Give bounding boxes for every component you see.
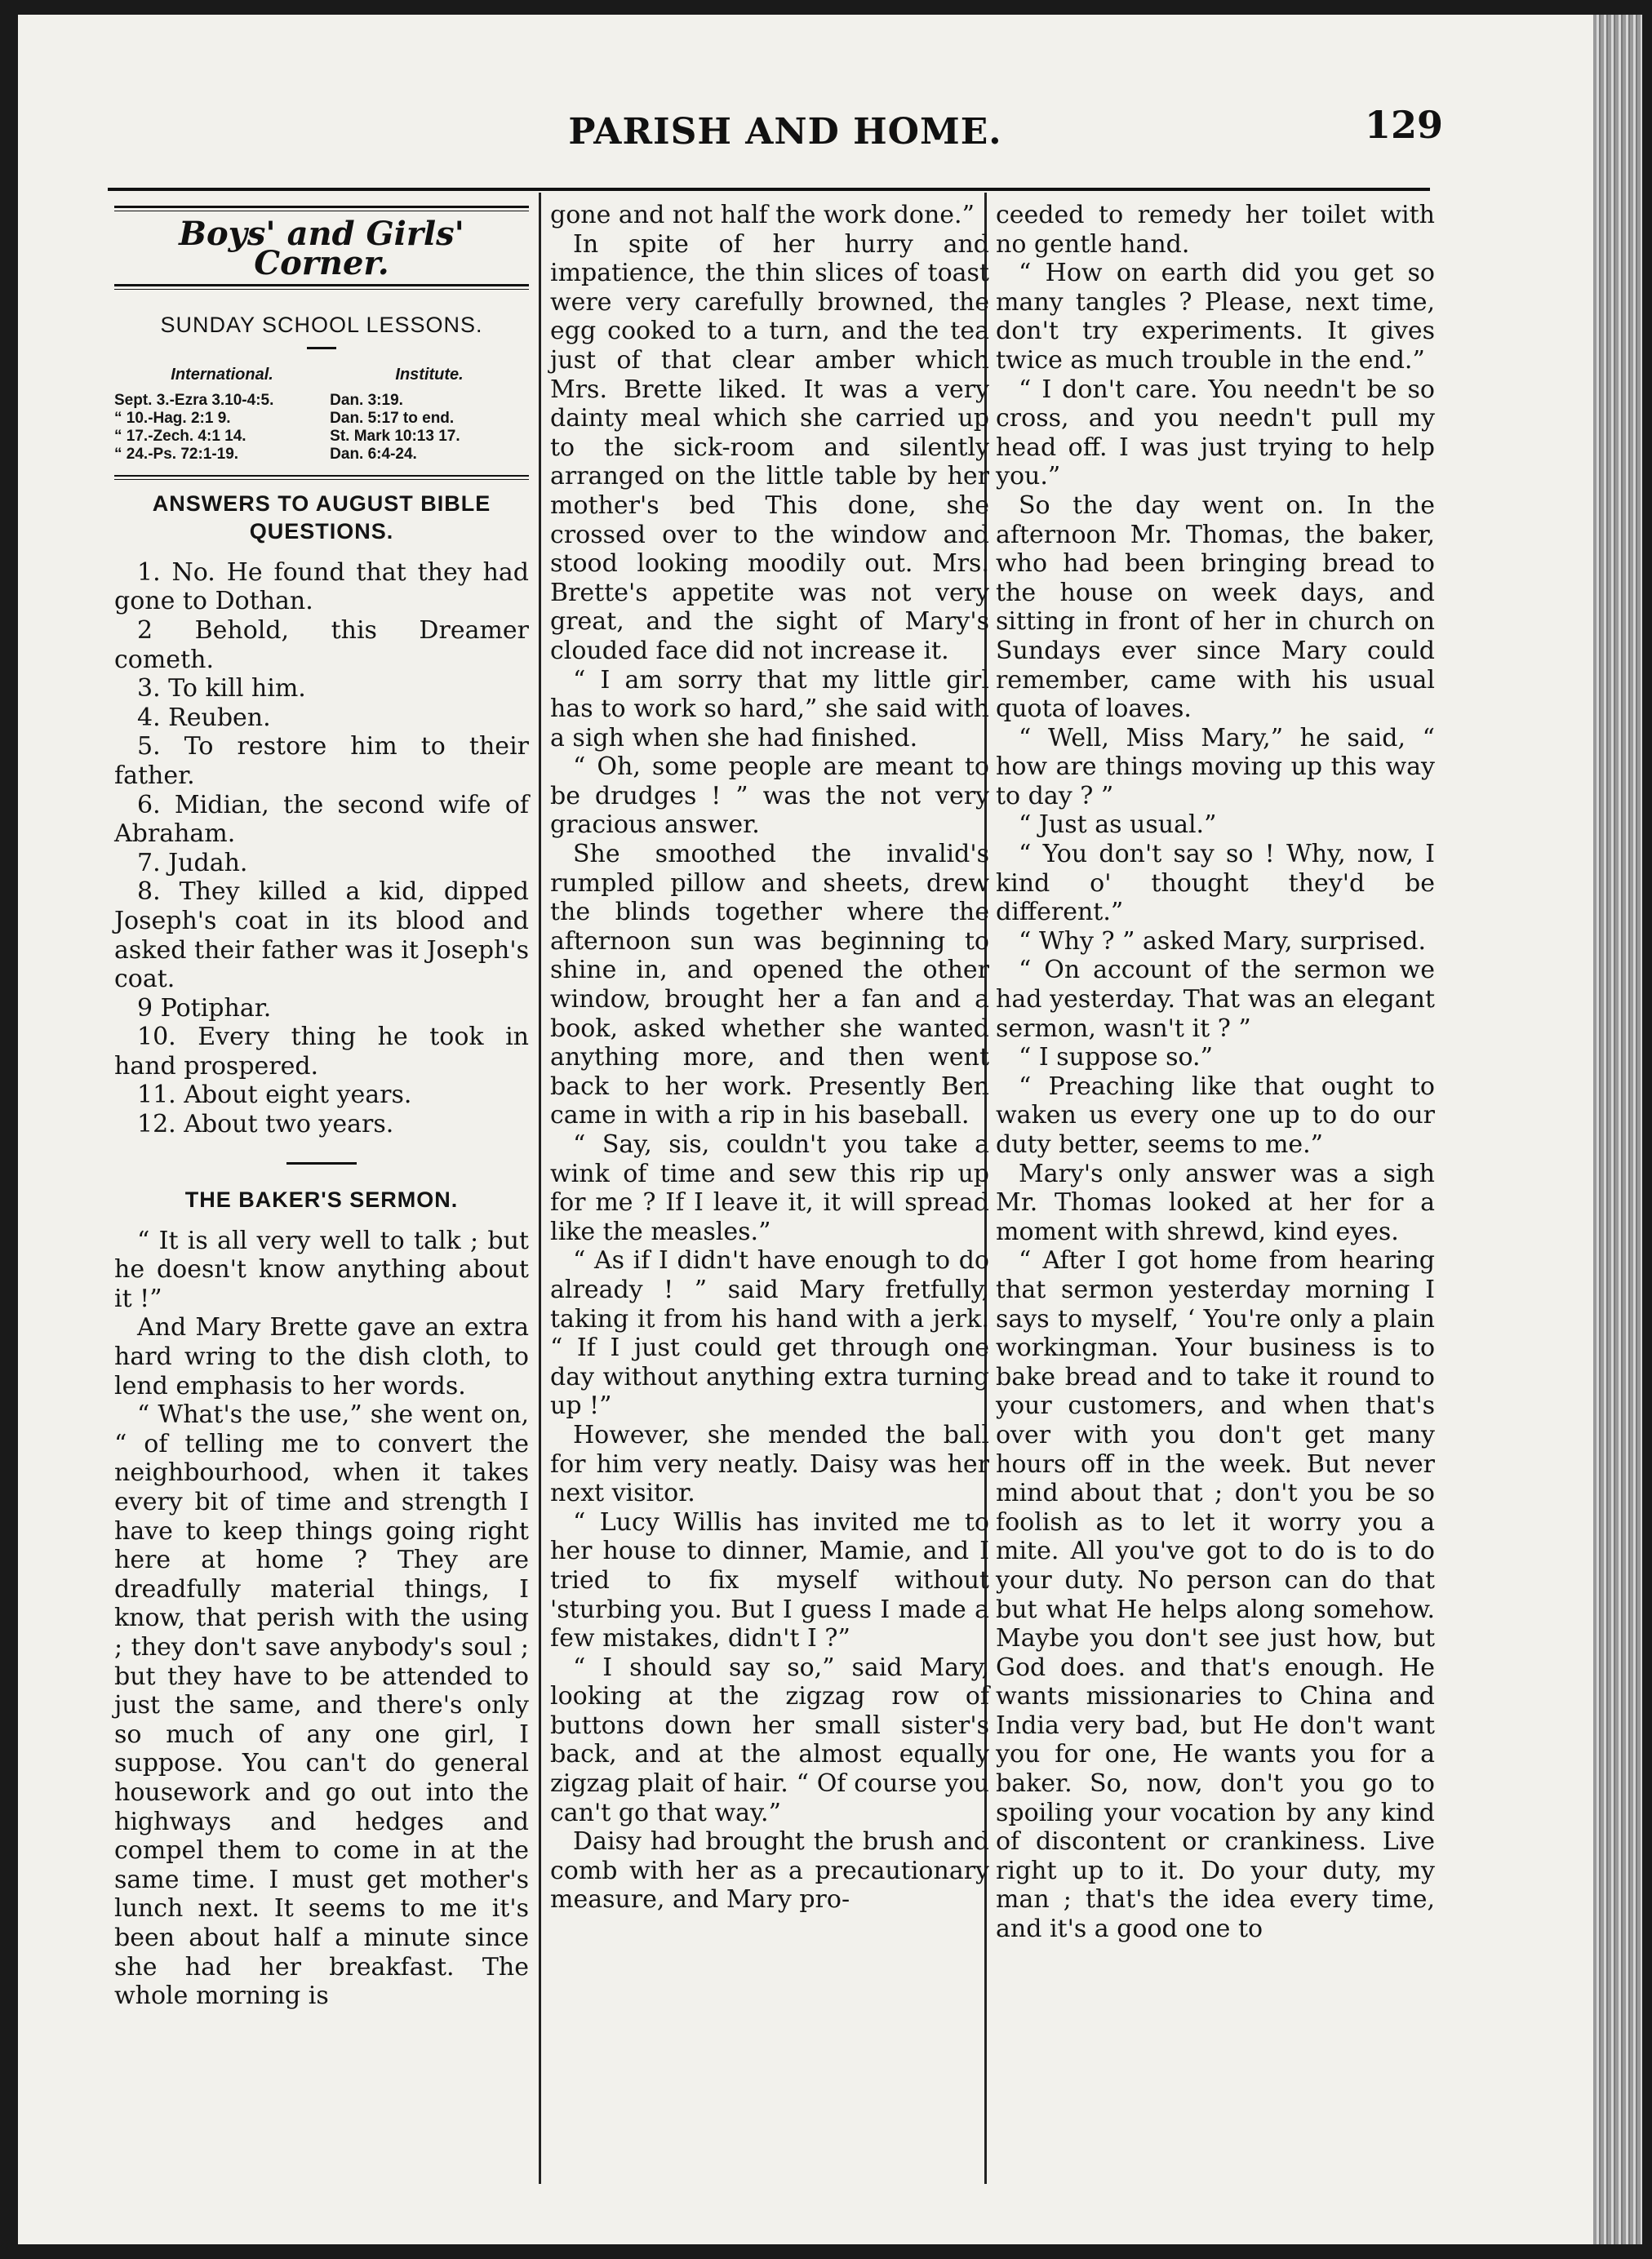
corner-top-rule [114,206,529,211]
story-paragraph: So the day went on. In the afternoon Mr. Thomas, the baker, who had been bringing bread to the house on week days, and sitting in front of her in church on Sundays ever since Mary could remember, came with his usual quota of loaves. [996,490,1435,724]
lesson-cell: Sept. 3.-Ezra 3.10-4:5. [114,391,274,409]
answers-heading-line1: ANSWERS TO AUGUST BIBLE [152,490,491,516]
story-paragraph: In spite of her hurry and impatience, the thin slices of toast were very carefully browned, the egg cooked to a turn, and the tea just of that clear amber which Mrs. Brette liked. It was a very dainty meal which she carried up to the sick-room and silently arranged on the little table by her mother's bed This done, she crossed over to the window and stood looking moodily out. Mrs. Brette's appetite was not very great, and the sight of Mary's clouded face did not increase it. [550,229,989,665]
story-paragraph: “ I should say so,” said Mary, looking at the zigzag row of buttons down her small sister's back, and at the almost equally zigzag plait of hair. “ Of course you can't go that way.” [550,1653,989,1827]
story-paragraph: “ Why ? ” asked Mary, surprised. [1019,926,1427,956]
story-paragraph: ceeded to remedy her toilet with no gentle hand. [996,201,1435,259]
lessons-heading: SUNDAY SCHOOL LESSONS. [160,313,483,338]
story-paragraph: “ Just as usual.” [1019,810,1217,840]
story-paragraph: “ How on earth did you get so many tangles ? Please, next time, don't try experiments. It gives twice as much trouble in the end.” [996,259,1435,375]
story-paragraph: “ Say, sis, couldn't you take a wink of time and sew this rip up for me ? If I leave it, it will spread like the measles.” [550,1130,989,1246]
section-divider [286,1162,357,1165]
answer-item: 10. Every thing he took in hand prospered. [114,1023,529,1081]
story-paragraph: Daisy had brought the brush and comb with her as a precautionary measure, and Mary pro- [550,1827,989,1915]
page [18,15,1593,2244]
story-paragraph: “ I don't care. You needn't be so cross, and you needn't pull my head off. I was just trying to help you.” [996,375,1435,491]
story-paragraph: However, she mended the ball for him very neatly. Daisy was her next visitor. [550,1420,989,1508]
story-paragraph: “ As if I didn't have enough to do already ! ” said Mary fretfully, taking it from his hand with a jerk. “ If I just could get through one day without anything extra turning up !” [550,1246,989,1421]
story-paragraph: “ It is all very well to talk ; but he doesn't know anything about it !” [114,1226,529,1313]
story-paragraph: She smoothed the invalid's rumpled pillow and sheets, drew the blinds together where the afternoon sun was beginning to shine in, and opened the other window, brought her a fan and a book, asked whether she wanted anything more, and then went back to her work. Presently Ben came in with a rip in his baseball. [550,840,989,1130]
lessons-col-header: International. [171,365,273,384]
story-paragraph: “ Lucy Willis has invited me to her house to dinner, Mamie, and I tried to fix myself without 'sturbing you. But I guess I made a few mistakes, didn't I ?” [550,1507,989,1653]
lesson-cell: “ 10.-Hag. 2:1 9. [114,409,231,427]
answer-item: 9 Potiphar. [137,993,272,1023]
page-number: 129 [1365,103,1444,147]
answer-item: 7. Judah. [137,848,248,877]
story-paragraph: “ You don't say so ! Why, now, I kind o' thought they'd be different.” [996,840,1435,927]
answer-item: 1. No. He found that they had gone to Dothan. [114,557,529,616]
story-paragraph: And Mary Brette gave an extra hard wring to the dish cloth, to lend emphasis to her words. [114,1313,529,1400]
column-3 [996,201,1435,1944]
story-paragraph: “ I suppose so.” [1019,1043,1213,1072]
lesson-cell: St. Mark 10:13 17. [330,427,460,445]
story-paragraph: “ Oh, some people are meant to be drudges ! ” was the not very gracious answer. [550,752,989,840]
story-paragraph: “ What's the use,” she went on, “ of telling me to convert the neighbourhood, when it takes every bit of time and strength I have to keep things going right here at home ? They are dreadfully material things, I know, that perish with the using ; they don't save anybody's soul ; but they have to be attended to just the same, and there's only so much of any one girl, I suppose. You can't do general housework and go out into the highways and hedges and compel them to come in at the same time. I must get mother's lunch next. It seems to me it's been about half a minute since she had her breakfast. The whole morning is [114,1400,529,2011]
answer-item: 3. To kill him. [137,674,306,703]
header-rule [108,188,1430,191]
page-edge [1593,15,1642,2244]
answer-item: 4. Reuben. [137,703,271,732]
column-1 [114,201,529,2011]
lesson-cell: “ 24.-Ps. 72:1-19. [114,445,239,463]
lessons-col-header: Institute. [395,365,464,384]
lesson-cell: Dan. 5:17 to end. [330,409,455,427]
story-paragraph: “ I am sorry that my little girl has to work so hard,” she said with a sigh when she had finished. [550,665,989,752]
story-paragraph: Mary's only answer was a sigh Mr. Thomas looked at her for a moment with shrewd, kind eyes. [996,1159,1435,1246]
lessons-dash [307,347,336,349]
lesson-cell: Dan. 6:4-24. [330,445,417,463]
story-paragraph: “ After I got home from hearing that sermon yesterday morning I says to myself, ‘ You're only a plain workingman. Your business is to bake bread and to take it round to your customers, and when that's over with you don't get many hours off in the week. But never mind about that ; don't you be so foolish as to let it worry you a mite. All you've got to do is to do your duty. No person can do that but what He helps along somehow. Maybe you don't see just how, but God does. and that's enough. He wants missionaries to China and India very bad, but He don't want you for one, He wants you for a baker. So, now, don't you go to spoiling your vocation by any kind of discontent or crankiness. Live right up to it. Do your duty, my man ; that's the idea every time, and it's a good one to [996,1246,1435,1944]
answer-item: 12. About two years. [137,1110,394,1139]
column-2 [550,201,989,1915]
lessons-table [114,366,529,464]
running-head: PARISH AND HOME. [568,111,1002,153]
lesson-cell: “ 17.-Zech. 4:1 14. [114,427,246,445]
answer-item: 8. They killed a kid, dipped Joseph's coat in its blood and asked their father was it Joseph's coat. [114,877,529,994]
lesson-cell: Dan. 3:19. [330,391,403,409]
answers-heading-line2: QUESTIONS. [249,518,394,544]
story-paragraph: “ Preaching like that ought to waken us every one up to do our duty better, seems to me.” [996,1072,1435,1159]
answer-item: 11. About eight years. [137,1081,412,1110]
story-paragraph: “ Well, Miss Mary,” he said, “ how are things moving up this way to day ? ” [996,723,1435,810]
lessons-rule [114,475,529,480]
corner-bottom-rule [114,284,529,290]
answer-item: 5. To restore him to their father. [114,732,529,790]
corner-title: Boys' and Girls' Corner. [179,215,464,282]
story-paragraph: “ On account of the sermon we had yesterday. That was an elegant sermon, wasn't it ? ” [996,956,1435,1043]
column-rule-1 [539,193,541,2184]
answer-item: 2 Behold, this Dreamer cometh. [114,615,529,674]
story-paragraph: gone and not half the work done.” [550,201,975,229]
story-heading: THE BAKER'S SERMON. [184,1187,459,1212]
answers-heading [114,490,529,545]
answer-item: 6. Midian, the second wife of Abraham. [114,790,529,849]
